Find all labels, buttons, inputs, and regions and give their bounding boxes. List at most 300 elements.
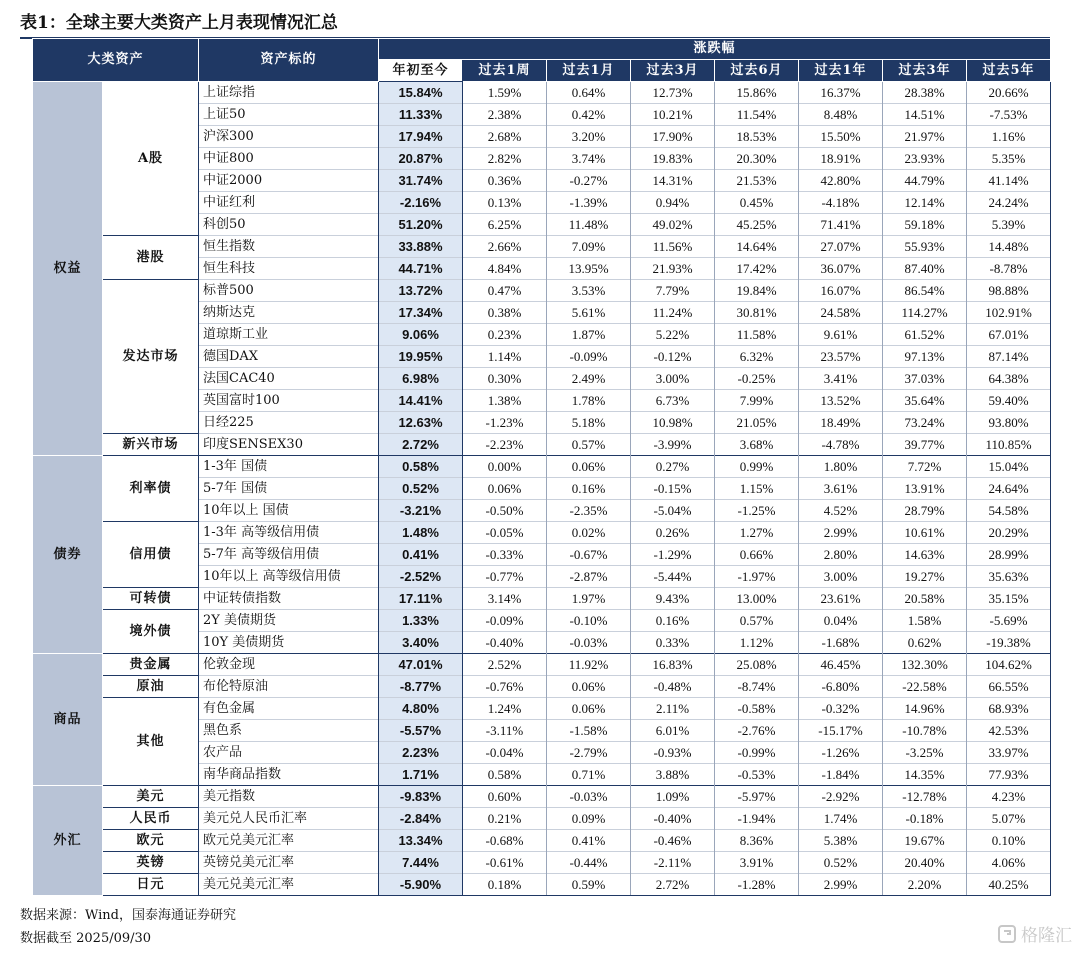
value-cell: 8.36% xyxy=(715,830,799,852)
ytd-cell: 0.41% xyxy=(379,544,463,566)
value-cell: -0.10% xyxy=(547,610,631,632)
value-cell: 14.64% xyxy=(715,236,799,258)
ytd-cell: 19.95% xyxy=(379,346,463,368)
header-major-asset: 大类资产 xyxy=(33,39,199,82)
subgroup-cell: 欧元 xyxy=(103,830,199,852)
value-cell: 13.95% xyxy=(547,258,631,280)
value-cell: -1.25% xyxy=(715,500,799,522)
header-period: 过去1年 xyxy=(799,60,883,82)
value-cell: -2.79% xyxy=(547,742,631,764)
subgroup-cell: 可转债 xyxy=(103,588,199,610)
value-cell: 23.93% xyxy=(883,148,967,170)
value-cell: 18.91% xyxy=(799,148,883,170)
value-cell: 0.13% xyxy=(463,192,547,214)
value-cell: 14.96% xyxy=(883,698,967,720)
value-cell: -0.05% xyxy=(463,522,547,544)
value-cell: 3.20% xyxy=(547,126,631,148)
asset-name-cell: 英国富时100 xyxy=(199,390,379,412)
value-cell: 61.52% xyxy=(883,324,967,346)
value-cell: 37.03% xyxy=(883,368,967,390)
value-cell: 27.07% xyxy=(799,236,883,258)
value-cell: 3.91% xyxy=(715,852,799,874)
table-row xyxy=(33,588,1051,610)
subgroup-cell: 信用债 xyxy=(103,522,199,588)
value-cell: 3.68% xyxy=(715,434,799,456)
value-cell: 54.58% xyxy=(967,500,1051,522)
asset-name-cell: 黑色系 xyxy=(199,720,379,742)
value-cell: 9.43% xyxy=(631,588,715,610)
value-cell: 36.07% xyxy=(799,258,883,280)
value-cell: 24.58% xyxy=(799,302,883,324)
value-cell: 6.73% xyxy=(631,390,715,412)
ytd-cell: 2.23% xyxy=(379,742,463,764)
value-cell: 132.30% xyxy=(883,654,967,676)
value-cell: 14.63% xyxy=(883,544,967,566)
asset-name-cell: 上证综指 xyxy=(199,82,379,104)
subgroup-cell: 其他 xyxy=(103,698,199,786)
table-row xyxy=(33,874,1051,896)
value-cell: -0.61% xyxy=(463,852,547,874)
ytd-cell: -5.57% xyxy=(379,720,463,742)
asset-name-cell: 科创50 xyxy=(199,214,379,236)
value-cell: -0.03% xyxy=(547,632,631,654)
value-cell: 68.93% xyxy=(967,698,1051,720)
value-cell: 3.74% xyxy=(547,148,631,170)
value-cell: 0.26% xyxy=(631,522,715,544)
ytd-cell: 51.20% xyxy=(379,214,463,236)
subgroup-cell: 美元 xyxy=(103,786,199,808)
value-cell: 3.00% xyxy=(799,566,883,588)
value-cell: 87.40% xyxy=(883,258,967,280)
ytd-cell: 47.01% xyxy=(379,654,463,676)
value-cell: 0.18% xyxy=(463,874,547,896)
value-cell: 5.07% xyxy=(967,808,1051,830)
value-cell: 104.62% xyxy=(967,654,1051,676)
table-row xyxy=(33,82,1051,104)
value-cell: 1.38% xyxy=(463,390,547,412)
value-cell: 2.68% xyxy=(463,126,547,148)
ytd-cell: 1.33% xyxy=(379,610,463,632)
ytd-cell: 1.48% xyxy=(379,522,463,544)
value-cell: 1.80% xyxy=(799,456,883,478)
value-cell: 2.82% xyxy=(463,148,547,170)
value-cell: 1.58% xyxy=(883,610,967,632)
table-row xyxy=(33,280,1051,302)
value-cell: 71.41% xyxy=(799,214,883,236)
value-cell: -3.11% xyxy=(463,720,547,742)
asset-name-cell: 10Y 美债期货 xyxy=(199,632,379,654)
table-row xyxy=(33,786,1051,808)
value-cell: 13.91% xyxy=(883,478,967,500)
value-cell: 25.08% xyxy=(715,654,799,676)
date-note: 数据截至 2025/09/30 xyxy=(20,931,152,946)
value-cell: 21.53% xyxy=(715,170,799,192)
header-ytd: 年初至今 xyxy=(379,60,463,82)
value-cell: -1.84% xyxy=(799,764,883,786)
value-cell: 13.00% xyxy=(715,588,799,610)
subgroup-cell: 日元 xyxy=(103,874,199,896)
ytd-cell: 44.71% xyxy=(379,258,463,280)
value-cell: 35.64% xyxy=(883,390,967,412)
value-cell: 0.52% xyxy=(799,852,883,874)
value-cell: 19.84% xyxy=(715,280,799,302)
value-cell: 0.71% xyxy=(547,764,631,786)
value-cell: 0.10% xyxy=(967,830,1051,852)
value-cell: 4.06% xyxy=(967,852,1051,874)
value-cell: 0.58% xyxy=(463,764,547,786)
value-cell: 7.99% xyxy=(715,390,799,412)
ytd-cell: 9.06% xyxy=(379,324,463,346)
value-cell: -5.44% xyxy=(631,566,715,588)
ytd-cell: 20.87% xyxy=(379,148,463,170)
ytd-cell: 17.11% xyxy=(379,588,463,610)
value-cell: 21.05% xyxy=(715,412,799,434)
value-cell: 0.04% xyxy=(799,610,883,632)
value-cell: 1.27% xyxy=(715,522,799,544)
ytd-cell: 13.34% xyxy=(379,830,463,852)
value-cell: 0.47% xyxy=(463,280,547,302)
value-cell: 1.97% xyxy=(547,588,631,610)
table-header xyxy=(33,39,1051,82)
value-cell: 0.57% xyxy=(547,434,631,456)
ytd-cell: 1.71% xyxy=(379,764,463,786)
asset-name-cell: 欧元兑美元汇率 xyxy=(199,830,379,852)
value-cell: 1.87% xyxy=(547,324,631,346)
value-cell: -5.69% xyxy=(967,610,1051,632)
value-cell: -0.04% xyxy=(463,742,547,764)
table-row xyxy=(33,852,1051,874)
ytd-cell: 0.58% xyxy=(379,456,463,478)
value-cell: -0.77% xyxy=(463,566,547,588)
table-row xyxy=(33,434,1051,456)
value-cell: 67.01% xyxy=(967,324,1051,346)
value-cell: 14.31% xyxy=(631,170,715,192)
watermark-logo xyxy=(997,921,1072,946)
asset-name-cell: 1-3年 国债 xyxy=(199,456,379,478)
header-period: 过去5年 xyxy=(967,60,1051,82)
header-period: 过去1周 xyxy=(463,60,547,82)
value-cell: 73.24% xyxy=(883,412,967,434)
value-cell: 42.53% xyxy=(967,720,1051,742)
header-period: 过去1月 xyxy=(547,60,631,82)
value-cell: 0.16% xyxy=(631,610,715,632)
value-cell: -8.78% xyxy=(967,258,1051,280)
value-cell: 59.18% xyxy=(883,214,967,236)
asset-name-cell: 伦敦金现 xyxy=(199,654,379,676)
value-cell: -0.18% xyxy=(883,808,967,830)
asset-name-cell: 农产品 xyxy=(199,742,379,764)
value-cell: 0.09% xyxy=(547,808,631,830)
header-period: 过去6月 xyxy=(715,60,799,82)
value-cell: 3.00% xyxy=(631,368,715,390)
value-cell: 3.14% xyxy=(463,588,547,610)
value-cell: 30.81% xyxy=(715,302,799,324)
table-row xyxy=(33,654,1051,676)
gelonghui-logo-icon xyxy=(997,924,1017,944)
table-row xyxy=(33,830,1051,852)
table-row xyxy=(33,808,1051,830)
value-cell: -19.38% xyxy=(967,632,1051,654)
value-cell: 20.58% xyxy=(883,588,967,610)
value-cell: -0.33% xyxy=(463,544,547,566)
value-cell: -0.76% xyxy=(463,676,547,698)
value-cell: 0.36% xyxy=(463,170,547,192)
value-cell: 4.52% xyxy=(799,500,883,522)
value-cell: 59.40% xyxy=(967,390,1051,412)
value-cell: -1.68% xyxy=(799,632,883,654)
value-cell: -0.25% xyxy=(715,368,799,390)
value-cell: 5.35% xyxy=(967,148,1051,170)
subgroup-cell: 人民币 xyxy=(103,808,199,830)
value-cell: 0.42% xyxy=(547,104,631,126)
subgroup-cell: 英镑 xyxy=(103,852,199,874)
value-cell: 20.40% xyxy=(883,852,967,874)
table-row xyxy=(33,522,1051,544)
value-cell: 45.25% xyxy=(715,214,799,236)
value-cell: 1.78% xyxy=(547,390,631,412)
value-cell: 1.24% xyxy=(463,698,547,720)
value-cell: 28.79% xyxy=(883,500,967,522)
value-cell: 39.77% xyxy=(883,434,967,456)
ytd-cell: 0.52% xyxy=(379,478,463,500)
subgroup-cell: 新兴市场 xyxy=(103,434,199,456)
value-cell: -0.48% xyxy=(631,676,715,698)
value-cell: 41.14% xyxy=(967,170,1051,192)
asset-name-cell: 有色金属 xyxy=(199,698,379,720)
asset-name-cell: 英镑兑美元汇率 xyxy=(199,852,379,874)
header-change-group: 涨跌幅 xyxy=(379,39,1051,60)
ytd-cell: 11.33% xyxy=(379,104,463,126)
value-cell: 3.88% xyxy=(631,764,715,786)
value-cell: -0.27% xyxy=(547,170,631,192)
table-row xyxy=(33,610,1051,632)
asset-name-cell: 中证800 xyxy=(199,148,379,170)
table-row xyxy=(33,456,1051,478)
value-cell: 2.20% xyxy=(883,874,967,896)
value-cell: 97.13% xyxy=(883,346,967,368)
value-cell: 18.53% xyxy=(715,126,799,148)
value-cell: 0.60% xyxy=(463,786,547,808)
asset-name-cell: 中证2000 xyxy=(199,170,379,192)
ytd-cell: 12.63% xyxy=(379,412,463,434)
value-cell: 11.58% xyxy=(715,324,799,346)
value-cell: 12.14% xyxy=(883,192,967,214)
ytd-cell: 13.72% xyxy=(379,280,463,302)
value-cell: 0.62% xyxy=(883,632,967,654)
ytd-cell: 14.41% xyxy=(379,390,463,412)
value-cell: 18.49% xyxy=(799,412,883,434)
ytd-cell: 15.84% xyxy=(379,82,463,104)
value-cell: 102.91% xyxy=(967,302,1051,324)
value-cell: -0.58% xyxy=(715,698,799,720)
value-cell: 114.27% xyxy=(883,302,967,324)
table-row xyxy=(33,698,1051,720)
asset-name-cell: 10年以上 高等级信用债 xyxy=(199,566,379,588)
value-cell: 86.54% xyxy=(883,280,967,302)
ytd-cell: 2.72% xyxy=(379,434,463,456)
value-cell: 15.86% xyxy=(715,82,799,104)
value-cell: 5.18% xyxy=(547,412,631,434)
ytd-cell: 31.74% xyxy=(379,170,463,192)
value-cell: 20.30% xyxy=(715,148,799,170)
value-cell: 87.14% xyxy=(967,346,1051,368)
value-cell: 2.66% xyxy=(463,236,547,258)
asset-name-cell: 10年以上 国债 xyxy=(199,500,379,522)
value-cell: 0.66% xyxy=(715,544,799,566)
value-cell: 9.61% xyxy=(799,324,883,346)
subgroup-cell: 贵金属 xyxy=(103,654,199,676)
value-cell: 1.09% xyxy=(631,786,715,808)
value-cell: 7.72% xyxy=(883,456,967,478)
value-cell: -5.97% xyxy=(715,786,799,808)
ytd-cell: 17.34% xyxy=(379,302,463,324)
value-cell: 3.41% xyxy=(799,368,883,390)
value-cell: -1.58% xyxy=(547,720,631,742)
value-cell: 23.61% xyxy=(799,588,883,610)
value-cell: 3.61% xyxy=(799,478,883,500)
value-cell: -0.67% xyxy=(547,544,631,566)
ytd-cell: -2.52% xyxy=(379,566,463,588)
value-cell: 8.48% xyxy=(799,104,883,126)
ytd-cell: 4.80% xyxy=(379,698,463,720)
value-cell: -0.46% xyxy=(631,830,715,852)
value-cell: -1.26% xyxy=(799,742,883,764)
value-cell: 44.79% xyxy=(883,170,967,192)
asset-name-cell: 上证50 xyxy=(199,104,379,126)
subgroup-cell: 港股 xyxy=(103,236,199,280)
value-cell: 2.49% xyxy=(547,368,631,390)
subgroup-cell: 境外债 xyxy=(103,610,199,654)
asset-name-cell: 道琼斯工业 xyxy=(199,324,379,346)
value-cell: 93.80% xyxy=(967,412,1051,434)
value-cell: -2.87% xyxy=(547,566,631,588)
value-cell: -0.32% xyxy=(799,698,883,720)
source-note: 数据来源：Wind，国泰海通证券研究 xyxy=(20,908,236,923)
asset-name-cell: 1-3年 高等级信用债 xyxy=(199,522,379,544)
value-cell: 6.01% xyxy=(631,720,715,742)
table-row xyxy=(33,236,1051,258)
value-cell: 28.99% xyxy=(967,544,1051,566)
value-cell: 15.04% xyxy=(967,456,1051,478)
value-cell: 5.61% xyxy=(547,302,631,324)
ytd-cell: -3.21% xyxy=(379,500,463,522)
asset-name-cell: 标普500 xyxy=(199,280,379,302)
value-cell: 2.99% xyxy=(799,874,883,896)
asset-name-cell: 5-7年 国债 xyxy=(199,478,379,500)
ytd-cell: -9.83% xyxy=(379,786,463,808)
value-cell: -3.25% xyxy=(883,742,967,764)
value-cell: 0.23% xyxy=(463,324,547,346)
value-cell: 0.27% xyxy=(631,456,715,478)
ytd-cell: -8.77% xyxy=(379,676,463,698)
value-cell: 0.99% xyxy=(715,456,799,478)
asset-name-cell: 5-7年 高等级信用债 xyxy=(199,544,379,566)
value-cell: -3.99% xyxy=(631,434,715,456)
value-cell: 35.63% xyxy=(967,566,1051,588)
value-cell: -4.78% xyxy=(799,434,883,456)
value-cell: 17.90% xyxy=(631,126,715,148)
category-cell: 商品 xyxy=(33,654,103,786)
value-cell: 21.93% xyxy=(631,258,715,280)
value-cell: -12.78% xyxy=(883,786,967,808)
value-cell: 12.73% xyxy=(631,82,715,104)
value-cell: 2.38% xyxy=(463,104,547,126)
value-cell: -7.53% xyxy=(967,104,1051,126)
value-cell: 24.24% xyxy=(967,192,1051,214)
value-cell: 66.55% xyxy=(967,676,1051,698)
value-cell: -0.93% xyxy=(631,742,715,764)
header-period: 过去3年 xyxy=(883,60,967,82)
value-cell: -2.11% xyxy=(631,852,715,874)
category-cell: 债券 xyxy=(33,456,103,654)
asset-name-cell: 德国DAX xyxy=(199,346,379,368)
value-cell: 19.27% xyxy=(883,566,967,588)
value-cell: 0.59% xyxy=(547,874,631,896)
value-cell: -2.23% xyxy=(463,434,547,456)
footnotes xyxy=(20,904,236,950)
value-cell: 14.48% xyxy=(967,236,1051,258)
asset-name-cell: 2Y 美债期货 xyxy=(199,610,379,632)
asset-name-cell: 美元兑美元汇率 xyxy=(199,874,379,896)
value-cell: 6.32% xyxy=(715,346,799,368)
value-cell: 14.35% xyxy=(883,764,967,786)
value-cell: 77.93% xyxy=(967,764,1051,786)
asset-name-cell: 印度SENSEX30 xyxy=(199,434,379,456)
value-cell: 19.67% xyxy=(883,830,967,852)
ytd-cell: 6.98% xyxy=(379,368,463,390)
value-cell: -1.39% xyxy=(547,192,631,214)
ytd-cell: 33.88% xyxy=(379,236,463,258)
value-cell: -10.78% xyxy=(883,720,967,742)
value-cell: -15.17% xyxy=(799,720,883,742)
value-cell: -1.23% xyxy=(463,412,547,434)
value-cell: 64.38% xyxy=(967,368,1051,390)
value-cell: -5.04% xyxy=(631,500,715,522)
value-cell: 11.92% xyxy=(547,654,631,676)
value-cell: 0.57% xyxy=(715,610,799,632)
asset-name-cell: 日经225 xyxy=(199,412,379,434)
value-cell: 1.74% xyxy=(799,808,883,830)
value-cell: 13.52% xyxy=(799,390,883,412)
value-cell: 0.21% xyxy=(463,808,547,830)
value-cell: 20.29% xyxy=(967,522,1051,544)
value-cell: 10.21% xyxy=(631,104,715,126)
value-cell: 16.37% xyxy=(799,82,883,104)
table-body xyxy=(33,82,1051,896)
value-cell: 5.22% xyxy=(631,324,715,346)
value-cell: -1.97% xyxy=(715,566,799,588)
asset-name-cell: 美元指数 xyxy=(199,786,379,808)
value-cell: 5.39% xyxy=(967,214,1051,236)
subgroup-cell: 利率债 xyxy=(103,456,199,522)
value-cell: -22.58% xyxy=(883,676,967,698)
value-cell: 4.84% xyxy=(463,258,547,280)
value-cell: 0.06% xyxy=(463,478,547,500)
value-cell: -2.76% xyxy=(715,720,799,742)
value-cell: -2.92% xyxy=(799,786,883,808)
subgroup-cell: 原油 xyxy=(103,676,199,698)
value-cell: 10.61% xyxy=(883,522,967,544)
value-cell: -8.74% xyxy=(715,676,799,698)
value-cell: 24.64% xyxy=(967,478,1051,500)
value-cell: -0.12% xyxy=(631,346,715,368)
value-cell: 2.80% xyxy=(799,544,883,566)
value-cell: 20.66% xyxy=(967,82,1051,104)
value-cell: 110.85% xyxy=(967,434,1051,456)
value-cell: 11.54% xyxy=(715,104,799,126)
value-cell: 17.42% xyxy=(715,258,799,280)
value-cell: 0.41% xyxy=(547,830,631,852)
